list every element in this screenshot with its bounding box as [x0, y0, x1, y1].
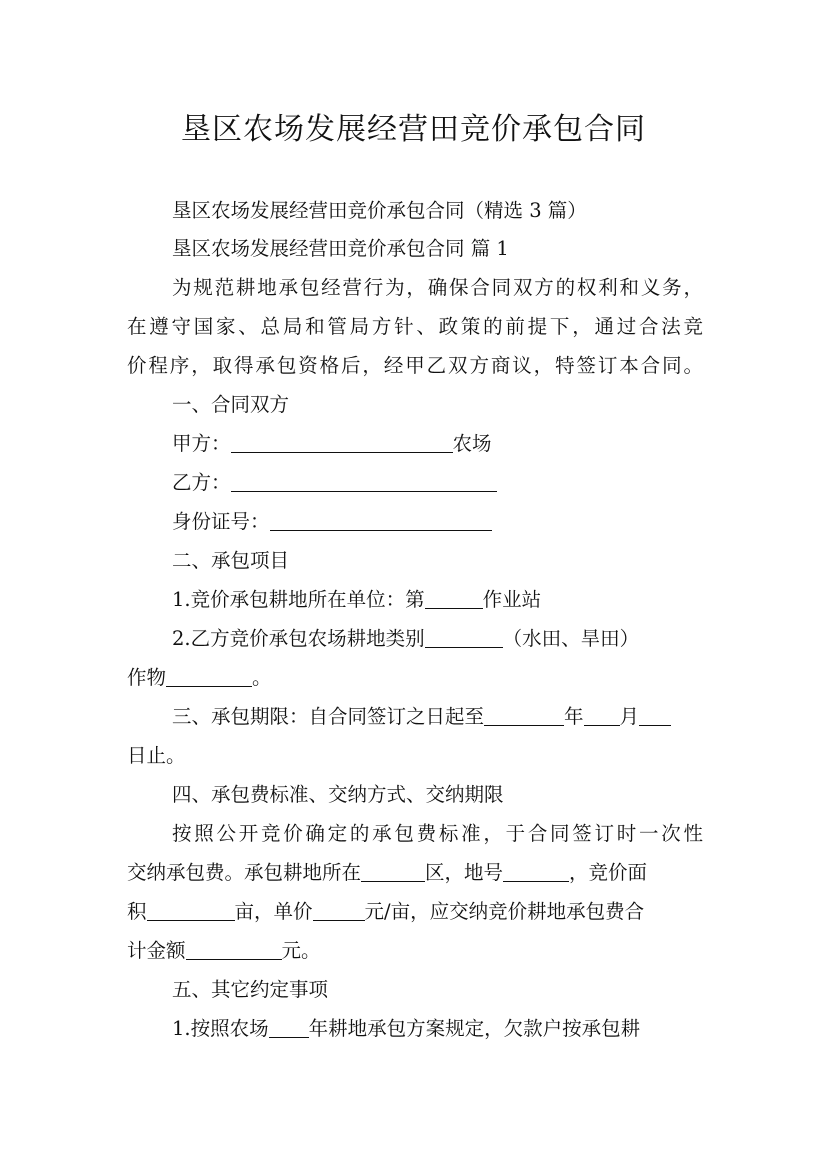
term-month-label: 月 [619, 705, 640, 728]
fee-text: 亩，单价 [234, 900, 313, 923]
lot-number-blank[interactable] [503, 861, 569, 882]
fee-text: 交纳承包费。承包耕地所在 [127, 861, 362, 884]
paragraph-line: 按照公开竞价确定的承包费标准，于合同签订时一次性 [172, 822, 703, 845]
party-a-suffix: 农场 [452, 432, 492, 455]
id-number-label: 身份证号： [172, 510, 270, 533]
party-b-label: 乙方： [172, 471, 231, 494]
fee-text: 积 [127, 900, 147, 923]
party-a-label: 甲方： [172, 432, 231, 455]
term-year-blank[interactable] [484, 705, 564, 726]
paragraph-line: 价程序，取得承包资格后，经甲乙双方商议，特签订本合同。 [127, 354, 703, 377]
subtitle: 垦区农场发展经营田竞价承包合同（精选 3 篇） [172, 199, 587, 222]
unit-price-blank[interactable] [313, 900, 365, 921]
term-month-blank[interactable] [584, 705, 620, 726]
item-2-suffix: （水田、旱田） [502, 627, 640, 650]
party-b-line [172, 468, 703, 498]
district-blank[interactable] [361, 861, 425, 882]
id-number-blank[interactable] [270, 510, 492, 531]
fee-line [127, 936, 703, 966]
fee-text: 区，地号 [425, 861, 504, 884]
term-year-label: 年 [564, 705, 584, 728]
document-title: 垦区农场发展经营田竞价承包合同 [181, 112, 646, 147]
paragraph-line: 在遵守国家、总局和管局方针、政策的前提下，通过合法竞 [127, 315, 703, 338]
term-line [172, 702, 703, 732]
item-1-line [172, 585, 703, 615]
fee-line [127, 897, 703, 927]
area-blank[interactable] [147, 900, 235, 921]
item-1-text: 1.竞价承包耕地所在单位：第 [172, 588, 425, 611]
other-text: 年耕地承包方案规定，欠款户按承包耕 [308, 1017, 641, 1040]
clause-heading: 二、承包项目 [172, 549, 290, 572]
party-a-line [172, 429, 703, 459]
term-day-blank[interactable] [639, 705, 671, 726]
item-2-text: 2.乙方竞价承包农场耕地类别 [172, 627, 425, 650]
crop-suffix: 。 [252, 666, 272, 689]
fee-text: 计金额 [127, 939, 186, 962]
section-heading-1: 垦区农场发展经营田竞价承包合同 篇 1 [172, 237, 509, 260]
item-1-blank[interactable] [425, 588, 483, 609]
fee-text: ，竞价面 [569, 861, 648, 884]
fee-line [127, 858, 703, 888]
item-2-line [172, 624, 703, 654]
item-1-suffix: 作业站 [482, 588, 542, 611]
clause-heading: 一、合同双方 [172, 393, 290, 416]
party-b-blank[interactable] [231, 471, 497, 492]
other-text: 1.按照农场 [172, 1017, 269, 1040]
fee-text: 元/亩，应交纳竞价耕地承包费合 [364, 900, 645, 923]
fee-text: 元。 [281, 939, 321, 962]
item-2-blank[interactable] [425, 627, 503, 648]
clause-heading: 四、承包费标准、交纳方式、交纳期限 [172, 783, 504, 806]
total-amount-blank[interactable] [186, 939, 282, 960]
crop-label: 作物 [127, 666, 167, 689]
id-number-line [172, 507, 703, 537]
clause-heading: 五、其它约定事项 [172, 978, 329, 1001]
item-2-cont-line [127, 663, 703, 693]
party-a-blank[interactable] [231, 432, 453, 453]
crop-blank[interactable] [166, 666, 252, 687]
plan-year-blank[interactable] [269, 1017, 309, 1038]
other-1-line [172, 1014, 703, 1044]
term-text: 三、承包期限：自合同签订之日起至 [172, 705, 485, 728]
paragraph-line: 为规范耕地承包经营行为，确保合同双方的权利和义务， [172, 276, 703, 299]
term-end-line: 日止。 [127, 744, 186, 767]
